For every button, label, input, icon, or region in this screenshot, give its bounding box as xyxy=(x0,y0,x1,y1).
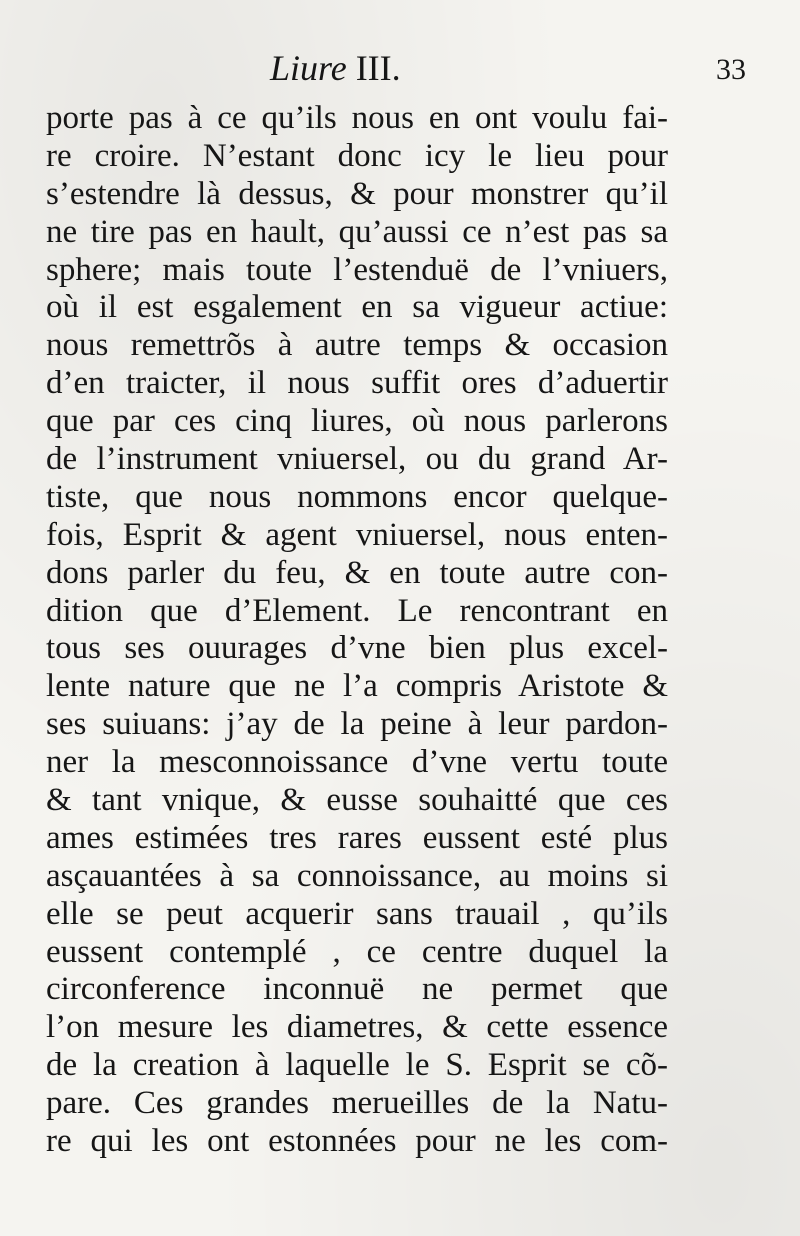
page-number: 33 xyxy=(716,53,746,86)
running-head xyxy=(270,46,401,90)
text-line: re qui les ont estonnées pour ne les com- xyxy=(46,1123,668,1160)
text-line: où il est esgalement en sa vigueur actiue: xyxy=(46,289,668,326)
text-line: ne tire pas en hault, qu’aussi ce n’est pas sa xyxy=(46,213,668,250)
text-line: tous ses ouurages d’vne bien plus excel- xyxy=(46,630,668,667)
text-line: ner la mesconnoissance d’vne vertu toute xyxy=(46,744,668,781)
text-line: tiste, que nous nommons encor quelque- xyxy=(46,478,668,515)
text-line: nous remettrõs à autre temps & occasion xyxy=(46,327,668,364)
text-line: s’estendre là dessus, & pour monstrer qu’il xyxy=(46,175,668,212)
text-line: d’en traicter, il nous suffit ores d’aduertir xyxy=(46,365,668,402)
body-text xyxy=(46,100,668,1161)
text-line: circonference inconnuë ne permet que xyxy=(46,971,668,1008)
text-line: dons parler du feu, & en toute autre con- xyxy=(46,554,668,591)
text-line: fois, Esprit & agent vniuersel, nous enten- xyxy=(46,516,668,553)
page-header xyxy=(46,46,754,90)
text-line: de l’instrument vniuersel, ou du grand Ar- xyxy=(46,441,668,478)
text-line: re croire. N’estant donc icy le lieu pour xyxy=(46,137,668,174)
text-line: pare. Ces grandes merueilles de la Natu- xyxy=(46,1085,668,1122)
text-line: sphere; mais toute l’estenduë de l’vniuers, xyxy=(46,251,668,288)
text-line: que par ces cinq liures, où nous parlerons xyxy=(46,403,668,440)
text-line: l’on mesure les diametres, & cette essence xyxy=(46,1009,668,1046)
text-line: porte pas à ce qu’ils nous en ont voulu fai- xyxy=(46,100,668,136)
running-head-book-word: Liure xyxy=(270,48,347,88)
text-line: dition que d’Element. Le rencontrant en xyxy=(46,592,668,629)
text-line: elle se peut acquerir sans trauail , qu’ils xyxy=(46,895,668,932)
running-head-book-number: III. xyxy=(346,48,401,88)
text-line: eussent contemplé , ce centre duquel la xyxy=(46,933,668,970)
text-line: lente nature que ne l’a compris Aristote & xyxy=(46,668,668,705)
text-line: & tant vnique, & eusse souhaitté que ces xyxy=(46,782,668,819)
text-line: de la creation à laquelle le S. Esprit se cõ- xyxy=(46,1047,668,1084)
text-line: asçauantées à sa connoissance, au moins si xyxy=(46,857,668,894)
text-line: ames estimées tres rares eussent esté plus xyxy=(46,819,668,856)
text-line: ses suiuans: j’ay de la peine à leur pardon- xyxy=(46,706,668,743)
